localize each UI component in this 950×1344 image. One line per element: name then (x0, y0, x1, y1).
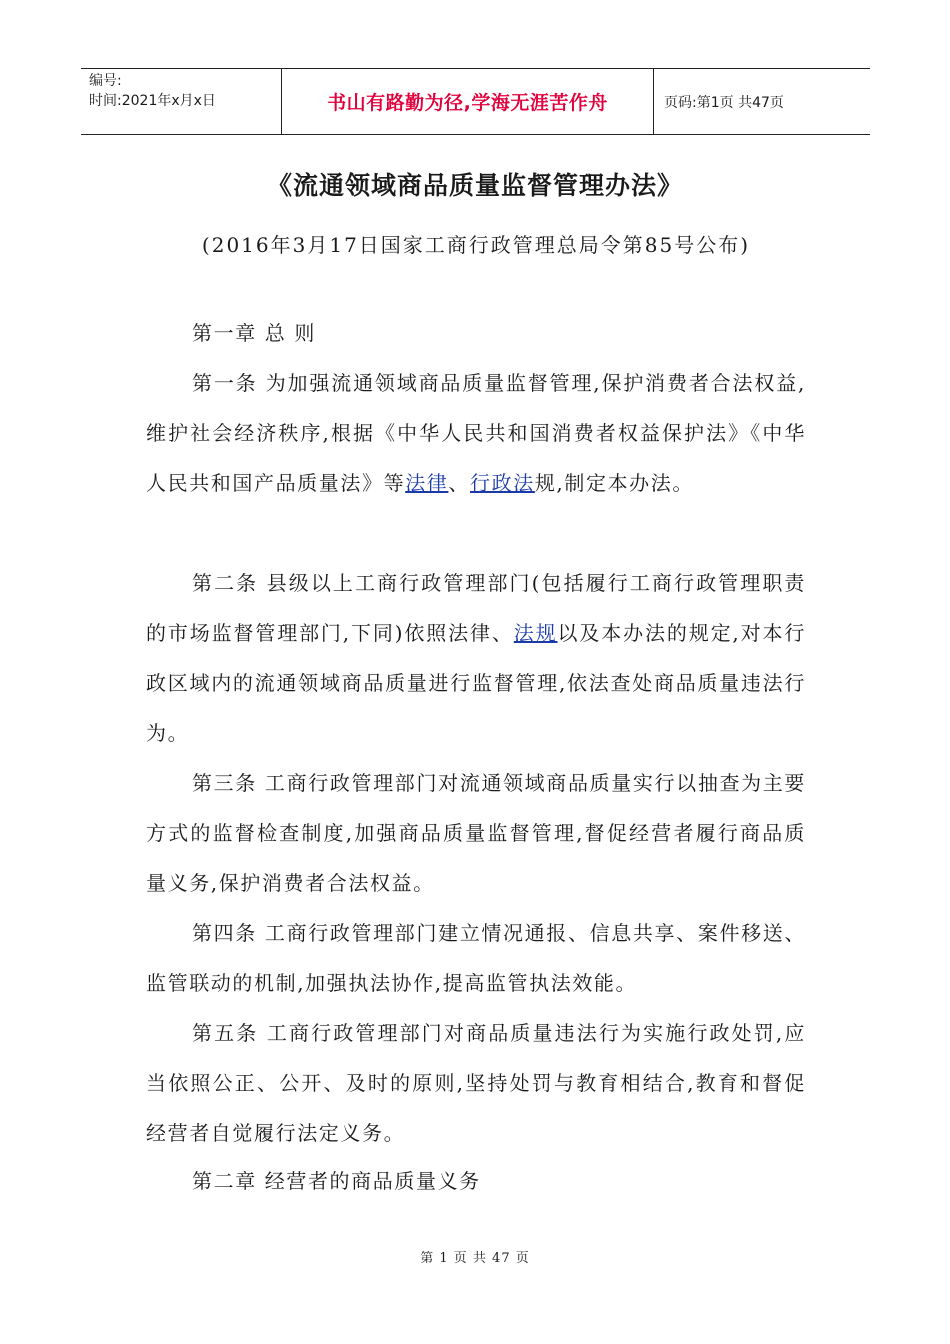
article-2-text-a: 第二条 县级以上工商行政管理部门(包括履行工商行政管理职责的市场监督管理部门,下同)依照法律、 (146, 571, 806, 645)
header-page-info (654, 69, 870, 134)
chapter-2-heading: 第二章 经营者的商品质量义务 (192, 1169, 481, 1193)
page-info-text: 页码:第1页 共47页 (664, 94, 784, 111)
article-1-text-c: 规,制定本办法。 (534, 471, 694, 495)
article-3: 第三条 工商行政管理部门对流通领域商品质量实行以抽查为主要方式的监督检查制度,加强商品质量监督管理,督促经营者履行商品质量义务,保护消费者合法权益。 (146, 771, 806, 895)
motto-text: 书山有路勤为径,学海无涯苦作舟 (327, 92, 608, 114)
document-subtitle: (2016年3月17日国家工商行政管理总局令第85号公布) (201, 233, 751, 257)
header-motto (281, 69, 654, 134)
number-label: 编号: (89, 73, 122, 89)
page-footer: 第 1 页 共 47 页 (420, 1251, 530, 1266)
article-4: 第四条 工商行政管理部门建立情况通报、信息共享、案件移送、监管联动的机制,加强执法协作,提高监管执法效能。 (146, 921, 806, 995)
regulations-link[interactable]: 法规 (513, 621, 558, 645)
document-title: 《流通领域商品质量监督管理办法》 (266, 171, 683, 200)
law-link[interactable]: 法律 (405, 471, 449, 495)
chapter-1-heading: 第一章 总 则 (192, 321, 316, 345)
article-2-text-b: 以及本办法的规定,对本行政区域内的流通领域商品质量进行监督管理,依法查处商品质量违法行为。 (146, 621, 806, 745)
article-1-text-b: 、 (448, 471, 471, 495)
header-meta (81, 69, 281, 134)
administrative-law-link[interactable]: 行政法 (470, 471, 535, 495)
time-label: 时间:2021年x月x日 (89, 93, 216, 109)
article-5: 第五条 工商行政管理部门对商品质量违法行为实施行政处罚,应当依照公正、公开、及时的原则,坚持处罚与教育相结合,教育和督促经营者自觉履行法定义务。 (146, 1021, 806, 1145)
article-1 (146, 358, 806, 508)
header-table (81, 68, 870, 135)
article-2 (146, 558, 806, 758)
article-1-text-a: 第一条 为加强流通领域商品质量监督管理,保护消费者合法权益,维护社会经济秩序,根据《中华人民共和国消费者权益保护法》《中华人民共和国产品质量法》等 (146, 371, 806, 495)
